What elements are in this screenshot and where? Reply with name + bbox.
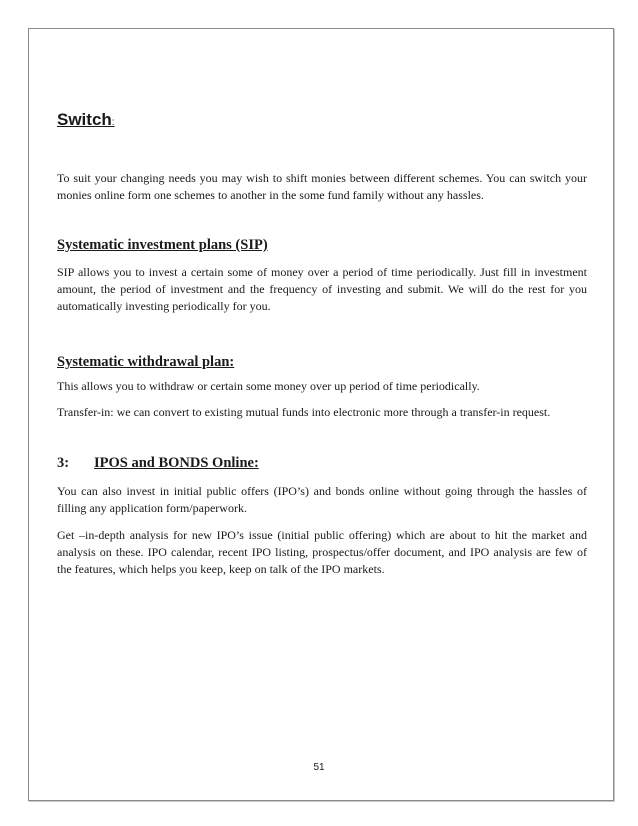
switch-heading: [57, 110, 115, 130]
transfer-in-paragraph: Transfer-in: we can convert to existing mutual funds into electronic more through a transfer-in request.: [57, 405, 551, 419]
switch-paragraph: To suit your changing needs you may wish to shift monies between different schemes. You can switch your monies online form one schemes to another in the some fund family without any hassles.: [57, 171, 587, 202]
page-number: 51: [313, 762, 325, 773]
switch-heading-colon: :: [111, 117, 115, 128]
ipo-heading-text: IPOS and BONDS Online:: [94, 455, 259, 471]
sip-heading: Systematic investment plans (SIP): [57, 237, 268, 253]
ipo-heading: [57, 455, 259, 472]
sip-paragraph: SIP allows you to invest a certain some of money over a period of time periodically. Just fill in investment amount, the period of investment and the frequency of investing and submit. We will do the rest for you automatically investing periodically for you.: [57, 265, 587, 313]
swp-paragraph-1: This allows you to withdraw or certain some money over up period of time periodically.: [57, 379, 480, 393]
ipo-paragraph-2: Get –in-depth analysis for new IPO’s issue (initial public offering) which are about to hit the market and analysis on these. IPO calendar, recent IPO listing, prospectus/offer document, and IPO analysis are few of the features, which helps you keep, keep on talk of the IPO markets.: [57, 528, 587, 576]
ipo-paragraph-1: You can also invest in initial public offers (IPO’s) and bonds online without going through the hassles of filling any application form/paperwork.: [57, 484, 587, 515]
switch-heading-text: Switch: [57, 110, 112, 129]
ipo-section-number: 3:: [57, 455, 70, 471]
swp-heading: Systematic withdrawal plan:: [57, 354, 235, 370]
